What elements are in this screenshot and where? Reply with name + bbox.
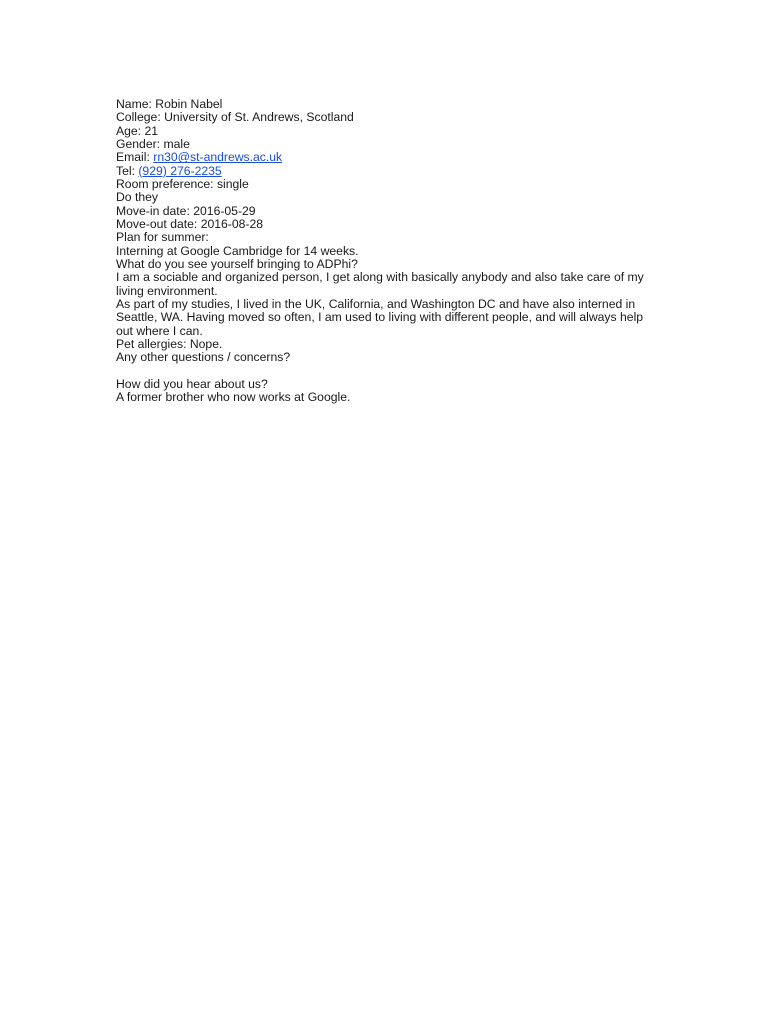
gender-label: Gender: xyxy=(116,136,161,151)
email-row xyxy=(116,151,656,164)
blank-line xyxy=(116,365,656,378)
age-label: Age: xyxy=(116,123,142,138)
email-label: Email: xyxy=(116,150,150,165)
gender-value: male xyxy=(163,136,190,151)
summer-label: Plan for summer: xyxy=(116,230,209,245)
college-value: University of St. Andrews, Scotland xyxy=(164,110,354,125)
room-row xyxy=(116,178,656,191)
tel-link[interactable]: (929) 276-2235 xyxy=(138,163,222,178)
tel-label: Tel: xyxy=(116,163,135,178)
pet-row xyxy=(116,338,656,351)
email-link[interactable]: rn30@st-andrews.ac.uk xyxy=(153,150,283,165)
room-value: single xyxy=(216,176,249,191)
moveout-label: Move-out date: xyxy=(116,216,198,231)
name-label: Name: xyxy=(116,97,152,111)
do-they-text: Do they xyxy=(116,190,159,205)
movein-label: Move-in date: xyxy=(116,203,190,218)
age-row xyxy=(116,125,656,138)
college-row xyxy=(116,111,656,124)
summer-value: Interning at Google Cambridge for 14 weeks. xyxy=(116,243,359,258)
movein-value: 2016-05-29 xyxy=(193,203,256,218)
bring-answer-1: I am a sociable and organized person, I get along with basically anybody and also take care of my living environment. xyxy=(116,270,644,298)
movein-row xyxy=(116,205,656,218)
other-question: Any other questions / concerns? xyxy=(116,350,291,365)
name-value: Robin Nabel xyxy=(155,97,223,111)
age-value: 21 xyxy=(144,123,159,138)
room-label: Room preference: xyxy=(116,176,214,191)
tel-row xyxy=(116,165,656,178)
college-label: College: xyxy=(116,110,161,125)
hear-answer: A former brother who now works at Google. xyxy=(116,390,351,405)
bring-answer-2: As part of my studies, I lived in the UK, California, and Washington DC and have also interned in Seattle, WA. Having moved so often, I am used to living with different people, and will always help out where I can. xyxy=(116,296,644,338)
gender-row xyxy=(116,138,656,151)
bring-question: What do you see yourself bringing to ADPhi? xyxy=(116,256,358,271)
moveout-row xyxy=(116,218,656,231)
pet-label: Pet allergies: xyxy=(116,336,187,351)
moveout-value: 2016-08-28 xyxy=(200,216,264,231)
hear-question: How did you hear about us? xyxy=(116,376,268,391)
application-document xyxy=(116,98,656,405)
pet-value: Nope. xyxy=(189,336,223,351)
name-row xyxy=(116,98,656,111)
